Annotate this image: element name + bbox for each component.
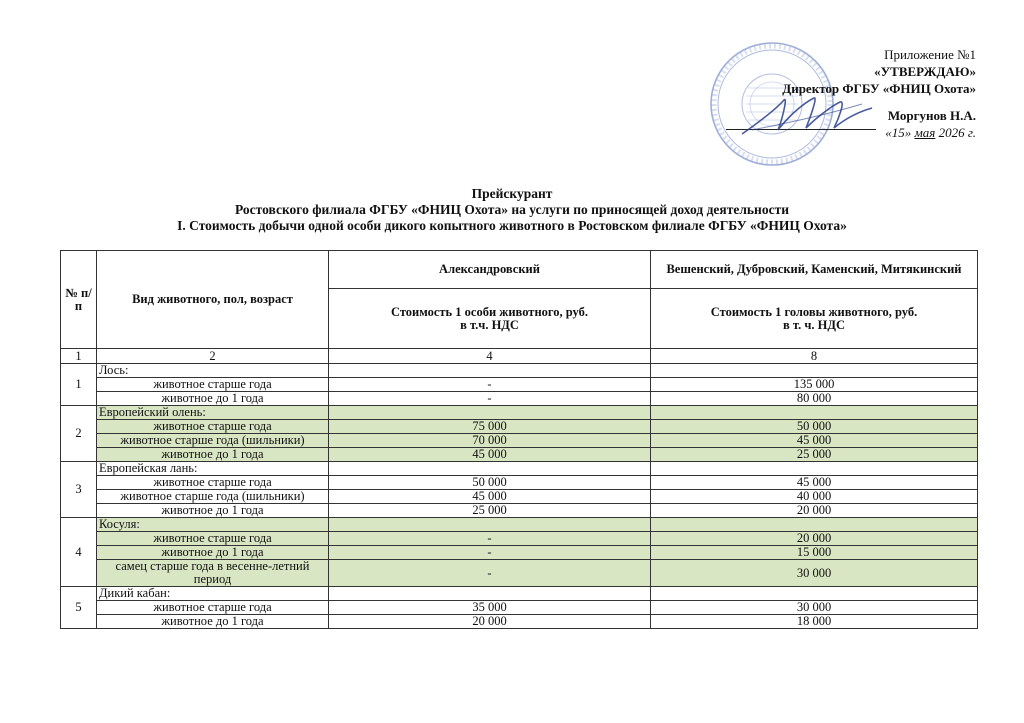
director-label: Директор ФГБУ «ФНИЦ Охота» (782, 81, 976, 96)
row-label: животное старше года (97, 420, 329, 434)
table-row (61, 420, 978, 434)
price-district-a: 75 000 (329, 420, 651, 434)
row-label: животное до 1 года (97, 392, 329, 406)
price-district-b: 30 000 (651, 601, 978, 615)
price-district-b: 18 000 (651, 615, 978, 629)
empty-cell (329, 587, 651, 601)
species-name: Европейский олень: (97, 406, 329, 420)
empty-cell (651, 364, 978, 378)
price-district-a: 35 000 (329, 601, 651, 615)
date-month: мая (914, 125, 936, 140)
header-price-a-line1: Стоимость 1 особи животного, руб. (390, 304, 589, 319)
approval-date (782, 124, 976, 141)
species-name: Лось: (97, 364, 329, 378)
table-row (61, 504, 978, 518)
header-price-b-line2: в т. ч. НДС (783, 317, 845, 332)
species-group-row (61, 364, 978, 378)
price-district-a: - (329, 378, 651, 392)
table-row (61, 476, 978, 490)
table-row (61, 560, 978, 587)
price-district-b: 20 000 (651, 504, 978, 518)
price-district-b: 40 000 (651, 490, 978, 504)
empty-cell (329, 518, 651, 532)
table-row (61, 490, 978, 504)
row-label: животное старше года (шильники) (97, 490, 329, 504)
table-row (61, 378, 978, 392)
title-line-3: I. Стоимость добычи одной особи дикого копытного животного в Ростовском филиале ФГБУ «ФНИЦ Охота» (177, 218, 847, 233)
price-district-b: 80 000 (651, 392, 978, 406)
group-number: 1 (61, 364, 97, 406)
price-district-a: - (329, 532, 651, 546)
header-price-b (651, 289, 978, 349)
header-district-a: Александровский (329, 251, 651, 289)
header-price-a-line2: в т.ч. НДС (460, 317, 519, 332)
row-label: животное до 1 года (97, 504, 329, 518)
empty-cell (329, 406, 651, 420)
species-name: Косуля: (97, 518, 329, 532)
header-price-b-line1: Стоимость 1 головы животного, руб. (710, 304, 918, 319)
date-year: 2026 г. (938, 125, 976, 140)
approval-block (782, 46, 976, 141)
price-district-a: 45 000 (329, 490, 651, 504)
empty-cell (651, 587, 978, 601)
price-district-b: 30 000 (651, 560, 978, 587)
species-group-row (61, 406, 978, 420)
column-index: 8 (651, 349, 978, 364)
row-label: животное до 1 года (97, 448, 329, 462)
approve-label: «УТВЕРЖДАЮ» (874, 64, 976, 79)
price-district-a: 25 000 (329, 504, 651, 518)
price-district-b: 20 000 (651, 532, 978, 546)
row-label: животное старше года (97, 476, 329, 490)
row-label: животное до 1 года (97, 546, 329, 560)
column-index: 1 (61, 349, 97, 364)
document-title (0, 186, 1024, 234)
table-row (61, 532, 978, 546)
price-district-b: 45 000 (651, 434, 978, 448)
title-line-2: Ростовского филиала ФГБУ «ФНИЦ Охота» на услуги по приносящей доход деятельности (234, 202, 789, 217)
price-district-b: 25 000 (651, 448, 978, 462)
empty-cell (651, 462, 978, 476)
species-group-row (61, 462, 978, 476)
price-district-b: 135 000 (651, 378, 978, 392)
species-group-row (61, 587, 978, 601)
price-district-a: - (329, 392, 651, 406)
header-number: № п/п (61, 251, 97, 349)
header-species: Вид животного, пол, возраст (97, 251, 329, 349)
price-district-b: 50 000 (651, 420, 978, 434)
empty-cell (329, 364, 651, 378)
price-table (60, 250, 978, 629)
price-district-a: 50 000 (329, 476, 651, 490)
table-row (61, 546, 978, 560)
price-district-a: 70 000 (329, 434, 651, 448)
price-district-b: 45 000 (651, 476, 978, 490)
row-label: самец старше года в весенне-летний период (97, 560, 329, 587)
price-district-a: 45 000 (329, 448, 651, 462)
species-group-row (61, 518, 978, 532)
table-row (61, 601, 978, 615)
title-line-1: Прейскурант (471, 186, 553, 201)
price-district-a: - (329, 546, 651, 560)
row-label: животное старше года (97, 532, 329, 546)
header-price-a (329, 289, 651, 349)
table-row (61, 448, 978, 462)
row-label: животное старше года (97, 601, 329, 615)
group-number: 3 (61, 462, 97, 518)
group-number: 5 (61, 587, 97, 629)
table-row (61, 434, 978, 448)
table-row (61, 392, 978, 406)
row-label: животное старше года (шильники) (97, 434, 329, 448)
column-index: 2 (97, 349, 329, 364)
empty-cell (329, 462, 651, 476)
price-district-a: 20 000 (329, 615, 651, 629)
empty-cell (651, 406, 978, 420)
group-number: 2 (61, 406, 97, 462)
column-index: 4 (329, 349, 651, 364)
empty-cell (651, 518, 978, 532)
table-row (61, 615, 978, 629)
date-day: «15» (885, 125, 912, 140)
row-label: животное до 1 года (97, 615, 329, 629)
header-district-b: Вешенский, Дубровский, Каменский, Митякинский (651, 251, 978, 289)
species-name: Европейская лань: (97, 462, 329, 476)
price-district-a: - (329, 560, 651, 587)
price-table-body (61, 364, 978, 629)
row-label: животное старше года (97, 378, 329, 392)
price-district-b: 15 000 (651, 546, 978, 560)
signer-name: Моргунов Н.А. (887, 108, 976, 123)
appendix-label: Приложение №1 (884, 47, 976, 62)
group-number: 4 (61, 518, 97, 587)
species-name: Дикий кабан: (97, 587, 329, 601)
